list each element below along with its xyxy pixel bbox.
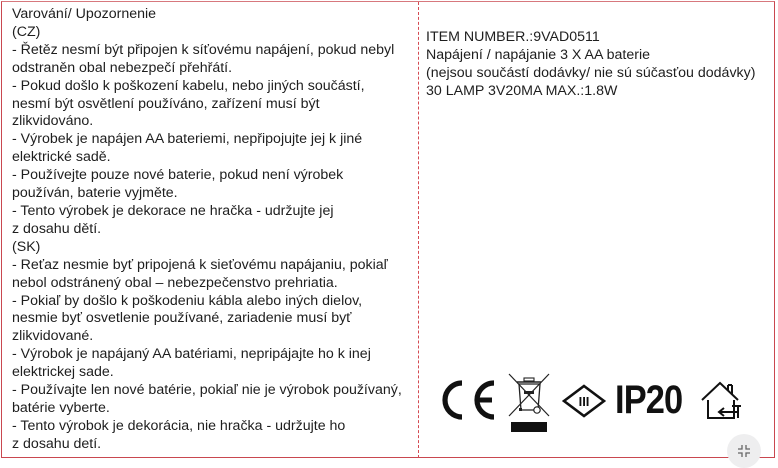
warning-line: - Tento výrobek je dekorace ne hračka - udržujte jej [12, 202, 334, 219]
warning-line: - Výrobek je napájen AA bateriemi, nepřipojujte jej k jiné [12, 131, 363, 148]
crossed-out-wheelie-bin-icon [507, 372, 551, 434]
warning-line: z dosahu dětí. [12, 220, 102, 237]
warning-line: - Pokiaľ by došlo k poškodeniu kábla alebo iných dielov, [12, 292, 363, 309]
batteries-note: (nejsou součástí dodávky/ nie sú súčasťou dodávky) [426, 64, 756, 81]
warning-line: - Používajte len nové batérie, pokiaľ nie je výrobok používaný, [12, 382, 402, 399]
warning-line: - Používejte pouze nové baterie, pokud není výrobek [12, 167, 344, 184]
warning-line: - Výrobok je napájaný AA batériami, nepripájajte ho k inej [12, 346, 371, 363]
warning-line: - Řetěz nesmí být připojen k síťovému napájení, pokud nebyl [12, 41, 395, 58]
collapse-button[interactable] [727, 434, 761, 468]
warning-line: nesmie byť osvetlenie používané, zariadenie musí byť [12, 310, 352, 327]
ip-rating: IP20 [615, 378, 683, 422]
protection-class-iii-icon [562, 384, 606, 418]
warning-line: elektrické sadě. [12, 149, 111, 166]
warning-line: (SK) [12, 238, 41, 255]
warning-line: - Reťaz nesmie byť pripojená k sieťovému napájaniu, pokiaľ [12, 256, 388, 273]
cut-line-divider [418, 2, 419, 458]
svg-text:III: III [578, 394, 590, 409]
warning-line: zlikvidované. [12, 328, 94, 345]
warning-line: nebol odstránený obal – nebezpečenstvo prehriatia. [12, 274, 338, 291]
item-number: ITEM NUMBER.:9VAD0511 [426, 29, 600, 45]
warning-line: batérie vyberte. [12, 399, 110, 416]
power-supply: Napájení / napájanie 3 X AA baterie [426, 46, 651, 63]
warning-line: - Pokud došlo k poškození kabelu, nebo jiných součástí, [12, 77, 365, 94]
specs-column [426, 29, 776, 101]
warning-line: nesmí být osvětlení používáno, zařízení musí být [12, 95, 320, 112]
certification-symbols [440, 372, 750, 442]
warning-line: - Tento výrobok je dekorácia, nie hračka - udržujte ho [12, 417, 346, 434]
ce-mark-icon [442, 379, 498, 421]
warning-line: používán, baterie vyjměte. [12, 185, 178, 202]
warning-line: odstraněn obal nebezpečí přehřátí. [12, 59, 233, 76]
warnings-column [12, 6, 414, 454]
warnings-title: Varování/ Upozornenie [12, 6, 157, 22]
warning-line: zlikvidováno. [12, 113, 94, 130]
indoor-use-house-icon [698, 380, 744, 422]
warning-line: z dosahu detí. [12, 435, 102, 452]
power-rating: 30 LAMP 3V20MA MAX.:1.8W [426, 82, 618, 99]
warning-line: elektrickej sade. [12, 364, 114, 381]
collapse-icon [737, 444, 751, 458]
warning-line: (CZ) [12, 23, 41, 40]
